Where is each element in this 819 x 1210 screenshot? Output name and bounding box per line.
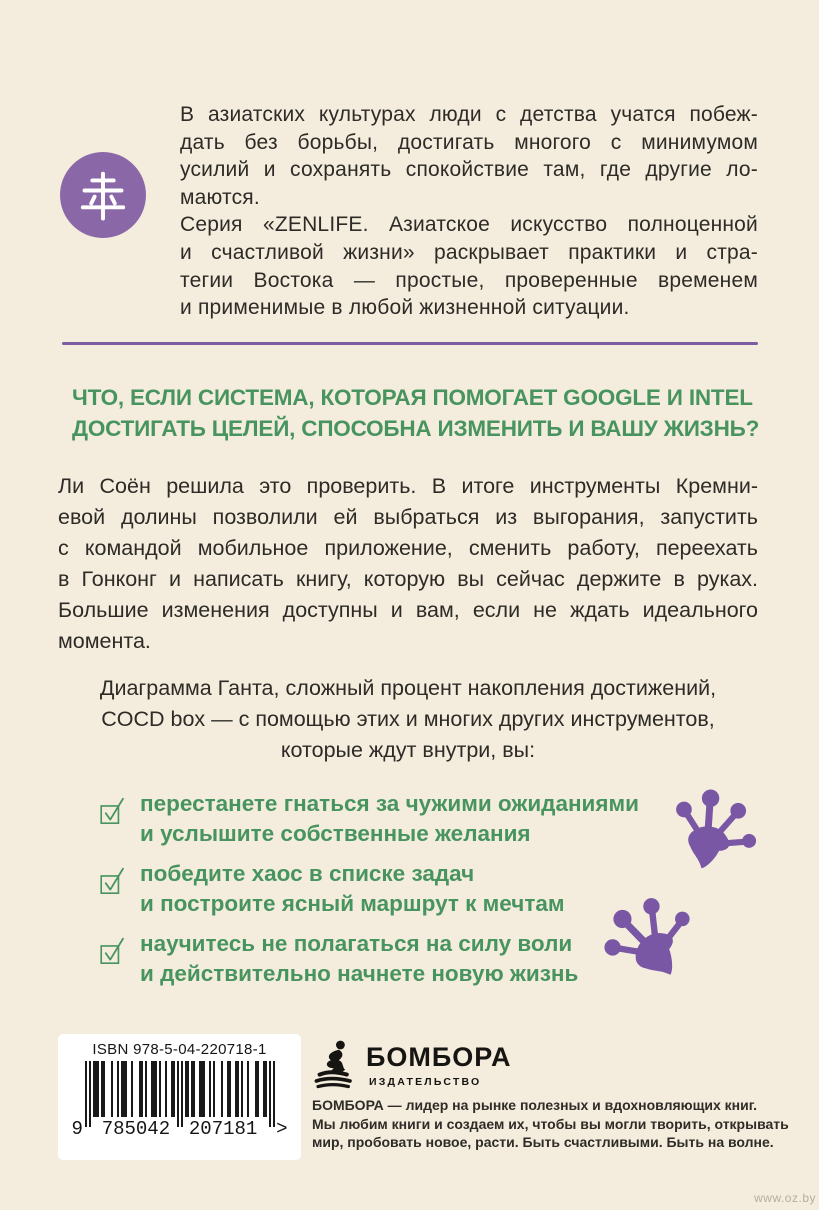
barcode-digits-left: 785042 <box>101 1118 171 1140</box>
story-line: Ли Соён решила это проверить. В итоге инструменты Кремни- <box>58 474 758 498</box>
tools-line: которые ждут внутри, вы: <box>280 738 536 762</box>
publisher-name: БОМБОРА <box>366 1042 512 1072</box>
story-line: в Гонконг и написать книгу, которую вы сейчас держите в руках. <box>58 567 758 591</box>
barcode-digit-first: 9 <box>71 1118 83 1140</box>
checkbox-check-icon <box>98 866 128 895</box>
intro-line: В азиатских культурах люди с детства учатся побеж- <box>180 103 758 126</box>
benefits-list <box>98 789 658 999</box>
publisher-type: ИЗДАТЕЛЬСТВО <box>369 1076 482 1088</box>
xing-kanji-icon <box>75 167 131 223</box>
barcode-end-char: > <box>276 1118 288 1140</box>
series-badge <box>60 152 146 238</box>
intro-line: Серия «ZENLIFE. Азиатское искусство полноценной <box>180 213 758 237</box>
headline-line: ДОСТИГАТЬ ЦЕЛЕЙ, СПОСОБНА ИЗМЕНИТЬ И ВАШУ ЖИЗНЬ? <box>72 416 760 441</box>
intro-line: дать без борьбы, достигать многого с минимумом <box>180 130 758 154</box>
shop-watermark: www.oz.by <box>754 1191 816 1205</box>
bullet-line: перестанете гнаться за чужими ожиданиями <box>140 791 639 816</box>
publisher-description-line: БОМБОРА — лидер на рынке полезных и вдохновляющих книг. <box>312 1097 758 1113</box>
headline-line: ЧТО, ЕСЛИ СИСТЕМА, КОТОРАЯ ПОМОГАЕТ GOOGLE И INTEL <box>72 385 753 410</box>
barcode-block <box>58 1034 301 1160</box>
publisher-description <box>312 1096 792 1152</box>
bullet-line: победите хаос в списке задач <box>140 861 475 886</box>
barcode-digits-right: 207181 <box>188 1118 258 1140</box>
bullet-line: и действительно начнете новую жизнь <box>140 961 579 986</box>
divider-line <box>62 342 758 345</box>
story-line: момента. <box>58 629 151 653</box>
list-item <box>98 859 658 919</box>
intro-line: маются. <box>180 185 260 209</box>
list-item <box>98 789 658 849</box>
publisher-description-line: Мы любим книги и создаем их, чтобы вы могли творить, открывать <box>312 1115 789 1132</box>
story-line: евой долины позволили ей выбраться из выгорания, запустить <box>58 505 758 529</box>
intro-line: и применимые в любой жизненной ситуации. <box>180 296 630 320</box>
barcode-digits <box>71 1118 289 1140</box>
story-line: с командой мобильное приложение, сменить работу, переехать <box>58 536 758 560</box>
publisher-description-line: мир, пробовать новое, расти. Быть счастливыми. Быть на волне. <box>312 1134 774 1151</box>
checkbox-check-icon <box>98 796 128 825</box>
intro-line: тегии Востока — простые, проверенные временем <box>180 268 758 292</box>
bullet-line: и построите ясный маршрут к мечтам <box>140 891 565 916</box>
story-line: Большие изменения доступны и вам, если не ждать идеального <box>58 598 758 622</box>
headline <box>72 382 782 444</box>
tools-line: Диаграмма Ганта, сложный процент накопления достижений, <box>99 676 717 700</box>
story-paragraph <box>58 471 758 657</box>
tools-line: COCD box — с помощью этих и многих других инструментов, <box>101 707 715 731</box>
bullet-line: и услышите собственные желания <box>140 821 531 846</box>
intro-line: и счастливой жизни» раскрывает практики и стра- <box>180 240 758 264</box>
list-item <box>98 929 658 989</box>
checkbox-check-icon <box>98 936 128 965</box>
bombora-surfer-logo-icon <box>310 1039 358 1091</box>
bullet-line: научитесь не полагаться на силу воли <box>140 931 573 956</box>
intro-line: усилий и сохранять спокойствие там, где другие ло- <box>180 158 758 182</box>
frog-footprint-icon <box>658 783 764 889</box>
isbn-label: ISBN 978-5-04-220718-1 <box>92 1041 267 1058</box>
series-intro-paragraph <box>180 101 758 322</box>
tools-paragraph <box>58 673 758 766</box>
